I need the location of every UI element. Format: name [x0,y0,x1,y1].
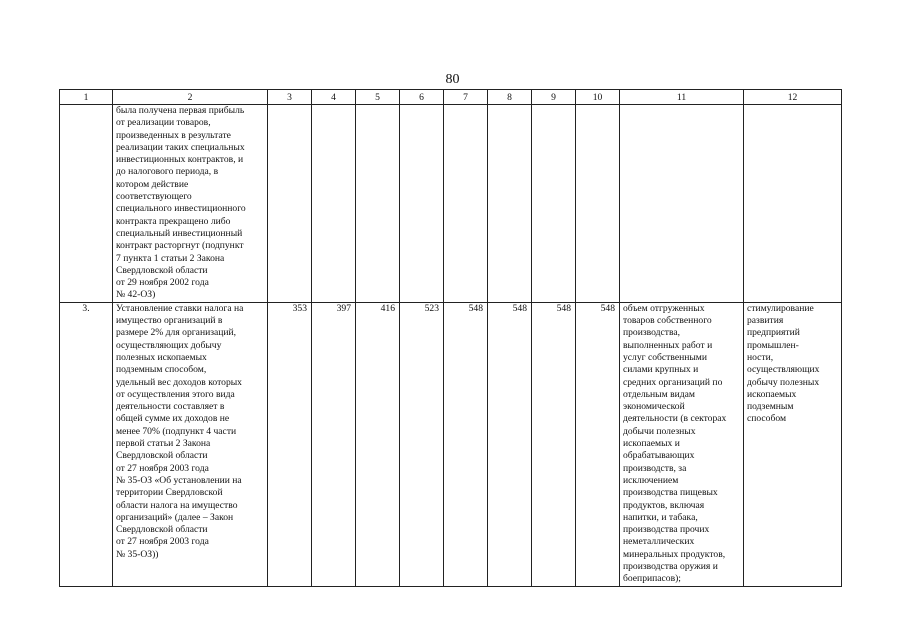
column-header: 4 [312,90,356,105]
value-cell [576,105,620,303]
row-number: 3. [60,302,113,586]
value-cell [532,105,576,303]
value-cell: 523 [400,302,444,586]
value-cell [488,105,532,303]
text-line: области налога на имущество [116,499,238,511]
text-line: услуг собственными [623,351,708,363]
text-line: минеральных продуктов, [623,548,726,560]
text-line: от 29 ноября 2002 года [116,277,209,289]
text-line: производства прочих [623,524,710,536]
value-cell [356,105,400,303]
column-header: 1 [60,90,113,105]
value-cell [268,105,312,303]
value-cell: 397 [312,302,356,586]
text-line: от 27 ноября 2003 года [116,462,209,474]
text-line: боеприпасов); [623,573,681,585]
value-cell: 548 [576,302,620,586]
text-line: менее 70% (подпункт 4 части [116,425,237,437]
goal-cell [744,302,842,586]
text-line: ископаемых и [623,438,680,450]
text-line: товаров собственного [623,315,712,327]
text-line: деятельности (в секторах [623,413,727,425]
text-line: Установление ставки налога на [116,302,244,314]
text-line: исключением [623,474,679,486]
page-number: 80 [445,72,460,87]
text-line: соответствующего [116,191,192,203]
text-line: удельный вес доходов которых [116,376,242,388]
text-line: реализации таких специальных [116,141,245,153]
value-cell: 353 [268,302,312,586]
indicator-cell [620,105,744,303]
text-line: № 35-ОЗ «Об установлении на [116,474,242,486]
text-line: выполненных работ и [623,339,713,351]
value-cell: 548 [532,302,576,586]
text-line: силами крупных и [623,364,699,376]
column-header: 9 [532,90,576,105]
column-number-row [60,90,842,105]
value-cell [400,105,444,303]
text-line: полезных ископаемых [116,351,207,363]
text-line: производства оружия и [623,560,718,572]
column-header: 12 [744,90,842,105]
text-line: № 35-ОЗ)) [116,548,159,560]
text-line: от 27 ноября 2003 года [116,536,209,548]
text-line: развития [747,315,784,327]
text-line: объем отгруженных [623,302,705,314]
text-line: от реализации товаров, [116,117,211,129]
text-line: территории Свердловской [116,487,223,499]
text-line: организаций» (далее – Закон [116,511,234,523]
text-line: промышлен- [747,339,799,351]
column-header: 8 [488,90,532,105]
text-line: осуществляющих добычу [116,339,222,351]
text-line: специального инвестиционного [116,203,246,215]
text-line: напитки, и табака, [623,511,698,523]
text-line: инвестиционных контрактов, и [116,154,244,166]
text-line: производства, [623,327,681,339]
text-line: была получена первая прибыль [116,105,245,116]
value-cell [312,105,356,303]
benefit-description [113,302,268,586]
text-line: деятельности составляет в [116,401,225,413]
text-line: подземным [747,401,794,413]
column-header: 2 [113,90,268,105]
text-line: производств, за [623,462,687,474]
text-line: Свердловской области [116,450,208,462]
text-line: добычу полезных [747,376,820,388]
text-line: способом [747,413,787,425]
text-line: неметаллических [623,536,695,548]
text-line: общей сумме их доходов не [116,413,230,425]
text-line: обрабатывающих [623,450,695,462]
text-line: средних организаций по [623,376,723,388]
benefit-description [113,105,268,303]
column-header: 6 [400,90,444,105]
column-header: 7 [444,90,488,105]
text-line: экономической [623,401,685,413]
text-line: Свердловской области [116,264,208,276]
text-line: № 42-ОЗ) [116,289,156,301]
text-line: осуществляющих [747,364,820,376]
text-line: 7 пункта 1 статьи 2 Закона [116,252,225,264]
row-number [60,105,113,303]
table-row [60,105,842,303]
value-cell: 548 [488,302,532,586]
text-line: контракт расторгнут (подпункт [116,240,244,252]
table-row [60,302,842,586]
column-header: 3 [268,90,312,105]
text-line: специальный инвестиционный [116,227,243,239]
text-line: ископаемых [747,388,797,400]
text-line: добычи полезных [623,425,696,437]
text-line: предприятий [747,327,800,339]
text-line: первой статьи 2 Закона [116,438,211,450]
text-line: размере 2% для организаций, [116,327,237,339]
goal-cell [744,105,842,303]
column-header: 11 [620,90,744,105]
column-header: 10 [576,90,620,105]
value-cell [444,105,488,303]
text-line: контракта прекращено либо [116,215,231,227]
text-line: производства пищевых [623,487,718,499]
text-line: подземным способом, [116,364,207,376]
text-line: до налогового периода, в [116,166,219,178]
text-line: ности, [747,351,774,363]
text-line: Свердловской области [116,524,208,536]
text-line: отдельным видам [623,388,695,400]
text-line: произведенных в результате [116,129,231,141]
value-cell: 416 [356,302,400,586]
tax-benefits-table [59,89,842,587]
indicator-cell [620,302,744,586]
text-line: стимулирование [747,302,814,314]
text-line: от осуществления этого вида [116,388,235,400]
text-line: продуктов, включая [623,499,705,511]
text-line: имущество организаций в [116,315,223,327]
text-line: котором действие [116,178,189,190]
column-header: 5 [356,90,400,105]
value-cell: 548 [444,302,488,586]
